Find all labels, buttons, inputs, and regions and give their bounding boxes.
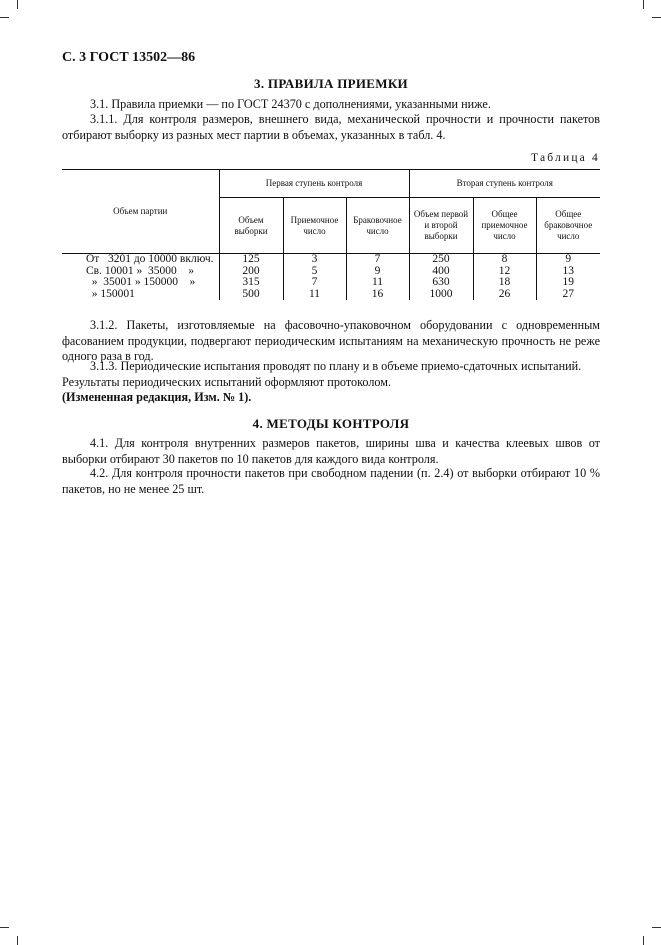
header-first-stage: Первая ступень контроля bbox=[219, 170, 409, 198]
table-row bbox=[62, 277, 600, 289]
cell-value: 3 bbox=[283, 254, 346, 266]
cell-value: 27 bbox=[536, 289, 600, 301]
cell-lot: » 150001 bbox=[86, 287, 135, 300]
crop-mark-tl-v bbox=[17, 0, 18, 9]
cell-value: 1000 bbox=[409, 289, 473, 301]
cell-lot: » 35001 » 150000 » bbox=[86, 276, 196, 288]
cell-value: 250 bbox=[409, 254, 473, 266]
cell-value: 19 bbox=[536, 277, 600, 289]
section-4-title: 4. МЕТОДЫ КОНТРОЛЯ bbox=[252, 416, 410, 431]
para-3-1-3: 3.1.3. Периодические испытания проводят по плану и в объеме приемо-сдаточных испытаний. bbox=[90, 359, 582, 373]
crop-mark-tr-h bbox=[652, 17, 661, 18]
cell-value: 9 bbox=[346, 266, 409, 278]
crop-mark-bl-h bbox=[0, 927, 9, 928]
para-3-1-2: 3.1.2. Пакеты, изготовляемые на фасовочно-упаковочном оборудовании с одновременным фасованием продукции, подвергают периодическим испытаниям на механическую прочность не реже одного раза в год. bbox=[62, 318, 600, 363]
cell-lot: Св. 10001 » 35000 » bbox=[86, 264, 194, 277]
crop-mark-bl-v bbox=[17, 936, 18, 945]
cell-value: 125 bbox=[219, 254, 283, 266]
cell-value: 315 bbox=[219, 277, 283, 289]
crop-mark-tl-h bbox=[0, 17, 9, 18]
para-3-1: 3.1. Правила приемки — по ГОСТ 24370 с дополнениями, указанными ниже. bbox=[90, 97, 491, 111]
cell-value: 26 bbox=[473, 289, 536, 301]
table-row bbox=[62, 254, 600, 266]
cell-value: 12 bbox=[473, 266, 536, 278]
table-caption: Таблица 4 bbox=[531, 152, 600, 164]
cell-value: 13 bbox=[536, 266, 600, 278]
cell-value: 500 bbox=[219, 289, 283, 301]
header-acceptance-number: Приемочное число bbox=[283, 198, 346, 254]
cell-value: 200 bbox=[219, 266, 283, 278]
cell-lot: От 3201 до 10000 включ. bbox=[86, 253, 214, 265]
cell-value: 8 bbox=[473, 254, 536, 266]
cell-value: 7 bbox=[346, 254, 409, 266]
cell-value: 630 bbox=[409, 277, 473, 289]
header-rejection-number: Браковочное число bbox=[346, 198, 409, 254]
crop-mark-tr-v bbox=[643, 0, 644, 9]
table-4 bbox=[62, 169, 600, 300]
para-4-2: 4.2. Для контроля прочности пакетов при свободном падении (п. 2.4) от выборки отбирают 10 % пакетов, но не менее 25 шт. bbox=[62, 466, 600, 496]
para-3-1-3-results: Результаты периодических испытаний оформляют протоколом. bbox=[62, 375, 392, 389]
header-sample-size: Объем выборки bbox=[219, 198, 283, 254]
header-total-rejection-number: Общее браковочное число bbox=[536, 198, 600, 254]
cell-value: 18 bbox=[473, 277, 536, 289]
para-4-1: 4.1. Для контроля внутренних размеров пакетов, ширины шва и качества клеевых швов от выборки отбирают 30 пакетов по 10 пакетов для каждого вида контроля. bbox=[62, 436, 600, 466]
crop-mark-br-h bbox=[652, 927, 661, 928]
crop-mark-br-v bbox=[643, 936, 644, 945]
header-total-acceptance-number: Общее приемочное число bbox=[473, 198, 536, 254]
cell-value: 400 bbox=[409, 266, 473, 278]
cell-value: 7 bbox=[283, 277, 346, 289]
table-row bbox=[62, 289, 600, 301]
cell-value: 5 bbox=[283, 266, 346, 278]
header-second-stage: Вторая ступень контроля bbox=[409, 170, 600, 198]
cell-value: 11 bbox=[283, 289, 346, 301]
cell-value: 11 bbox=[346, 277, 409, 289]
header-total-sample-size: Объем первой и второй выборки bbox=[409, 198, 473, 254]
cell-value: 16 bbox=[346, 289, 409, 301]
page-header: С. 3 ГОСТ 13502—86 bbox=[62, 50, 196, 65]
edit-note: (Измененная редакция, Изм. № 1). bbox=[62, 390, 252, 404]
section-3-title: 3. ПРАВИЛА ПРИЕМКИ bbox=[254, 76, 408, 91]
cell-value: 9 bbox=[536, 254, 600, 266]
header-lot-volume: Объем партии bbox=[62, 170, 219, 254]
para-3-1-1: 3.1.1. Для контроля размеров, внешнего вида, механической прочности и прочности пакетов отбирают выборку из разных мест партии в объемах, указанных в табл. 4. bbox=[62, 112, 600, 142]
